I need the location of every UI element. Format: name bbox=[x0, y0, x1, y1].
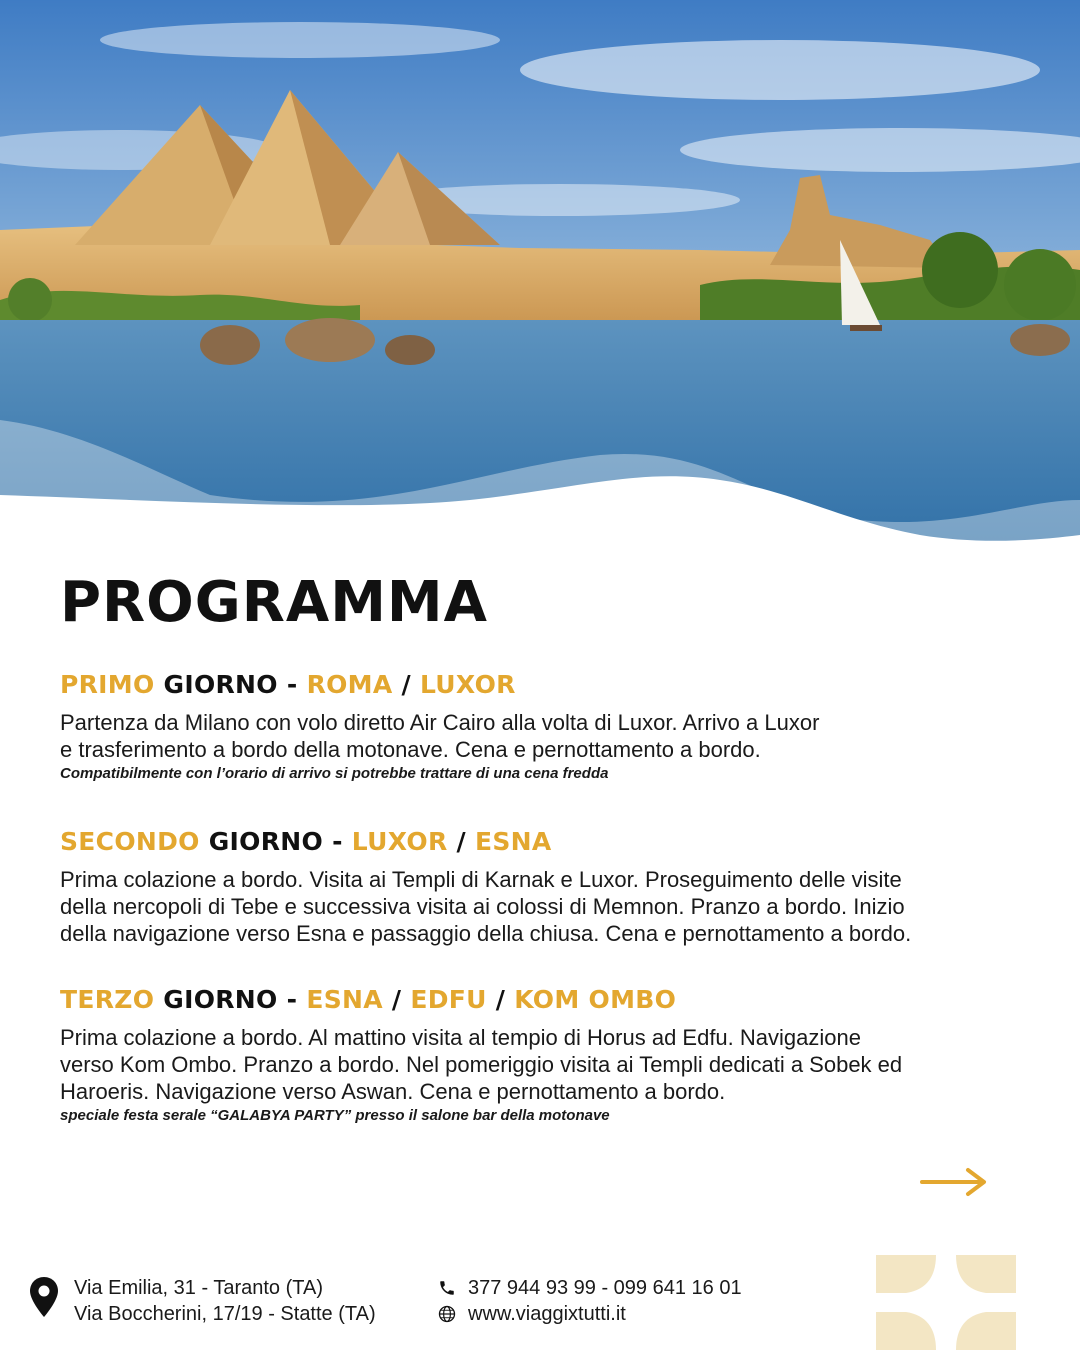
place-label: LUXOR bbox=[351, 827, 448, 856]
giorno-label: GIORNO bbox=[163, 670, 278, 699]
footer bbox=[0, 1255, 1080, 1350]
day-label: PRIMO bbox=[60, 670, 155, 699]
giorno-label: GIORNO bbox=[163, 985, 278, 1014]
day-heading bbox=[60, 985, 1020, 1014]
phone-numbers[interactable]: 377 944 93 99 - 099 641 16 01 bbox=[468, 1277, 742, 1299]
arrow-right-icon[interactable] bbox=[918, 1167, 990, 1197]
globe-icon bbox=[438, 1305, 456, 1323]
place-separator: / bbox=[391, 985, 402, 1014]
place-label: ESNA bbox=[306, 985, 383, 1014]
heading-dash: - bbox=[286, 670, 298, 699]
day-label: SECONDO bbox=[60, 827, 200, 856]
day-description bbox=[60, 866, 1020, 947]
description-line: Partenza da Milano con volo diretto Air Cairo alla volta di Luxor. Arrivo a Luxor bbox=[60, 710, 820, 735]
day-note: Compatibilmente con l’orario di arrivo si potrebbe trattare di una cena fredda bbox=[60, 765, 609, 782]
place-separator: / bbox=[401, 670, 411, 699]
description-line: verso Kom Ombo. Pranzo a bordo. Nel pomeriggio visita ai Templi dedicati a Sobek ed bbox=[60, 1052, 903, 1077]
description-line: Prima colazione a bordo. Al mattino visita al tempio di Horus ad Edfu. Navigazione bbox=[60, 1025, 861, 1050]
address-line: Via Boccherini, 17/19 - Statte (TA) bbox=[74, 1303, 376, 1325]
day-block-2 bbox=[60, 827, 1020, 947]
place-separator: / bbox=[495, 985, 506, 1014]
day-block-1 bbox=[60, 670, 1020, 782]
address-block bbox=[74, 1275, 376, 1327]
place-label: KOM OMBO bbox=[514, 985, 677, 1014]
hero-image bbox=[0, 0, 1080, 560]
description-line: e trasferimento a bordo della motonave. Cena e pernottamento a bordo. bbox=[60, 737, 761, 762]
place-label: EDFU bbox=[410, 985, 487, 1014]
program-section bbox=[0, 540, 1080, 1255]
place-label: LUXOR bbox=[419, 670, 516, 699]
contact-block bbox=[468, 1275, 742, 1327]
day-description bbox=[60, 1024, 1020, 1105]
brand-logo-mark bbox=[876, 1255, 1016, 1350]
day-block-3 bbox=[60, 985, 1020, 1124]
phone-icon bbox=[438, 1279, 456, 1297]
day-description bbox=[60, 709, 1020, 763]
description-line: Haroeris. Navigazione verso Aswan. Cena e pernottamento a bordo. bbox=[60, 1079, 726, 1104]
heading-dash: - bbox=[286, 985, 298, 1014]
website-link[interactable]: www.viaggixtutti.it bbox=[468, 1303, 626, 1325]
day-heading bbox=[60, 827, 1020, 856]
description-line: della navigazione verso Esna e passaggio della chiusa. Cena e pernottamento a bordo. bbox=[60, 921, 912, 946]
map-pin-icon bbox=[30, 1277, 58, 1317]
page-title: PROGRAMMA bbox=[60, 570, 488, 635]
egypt-landscape-illustration bbox=[0, 0, 1080, 560]
day-heading bbox=[60, 670, 1020, 699]
address-line: Via Emilia, 31 - Taranto (TA) bbox=[74, 1277, 323, 1299]
day-label: TERZO bbox=[60, 985, 155, 1014]
day-note: speciale festa serale “GALABYA PARTY” presso il salone bar della motonave bbox=[60, 1107, 610, 1124]
place-label: ROMA bbox=[306, 670, 393, 699]
heading-dash: - bbox=[332, 827, 343, 856]
place-label: ESNA bbox=[474, 827, 552, 856]
description-line: della nercopoli di Tebe e successiva visita ai colossi di Memnon. Pranzo a bordo. Inizio bbox=[60, 894, 905, 919]
giorno-label: GIORNO bbox=[208, 827, 324, 856]
description-line: Prima colazione a bordo. Visita ai Templi di Karnak e Luxor. Proseguimento delle visite bbox=[60, 867, 902, 892]
place-separator: / bbox=[456, 827, 466, 856]
